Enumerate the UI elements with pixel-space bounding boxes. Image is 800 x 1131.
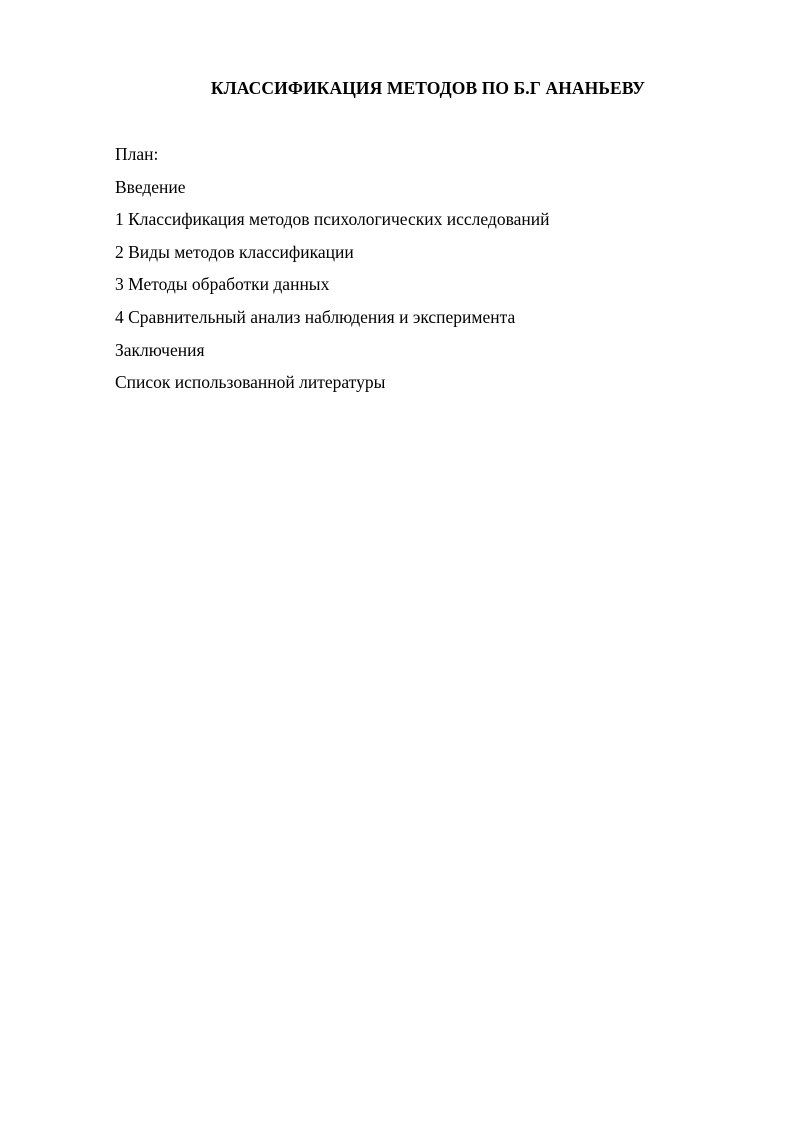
plan-item-introduction: Введение	[115, 176, 186, 197]
plan-section	[115, 143, 755, 404]
plan-item-bibliography: Список использованной литературы	[115, 372, 386, 393]
plan-item-2: 2 Виды методов классификации	[115, 241, 354, 262]
plan-item-3: 3 Методы обработки данных	[115, 274, 330, 295]
plan-heading: План:	[115, 144, 159, 164]
plan-item-conclusions: Заключения	[115, 339, 205, 360]
plan-item-1: 1 Классификация методов психологических исследований	[115, 209, 550, 230]
plan-item-4: 4 Сравнительный анализ наблюдения и эксперимента	[115, 306, 516, 327]
document-title: КЛАССИФИКАЦИЯ МЕТОДОВ ПО Б.Г АНАНЬЕВУ	[210, 78, 646, 98]
